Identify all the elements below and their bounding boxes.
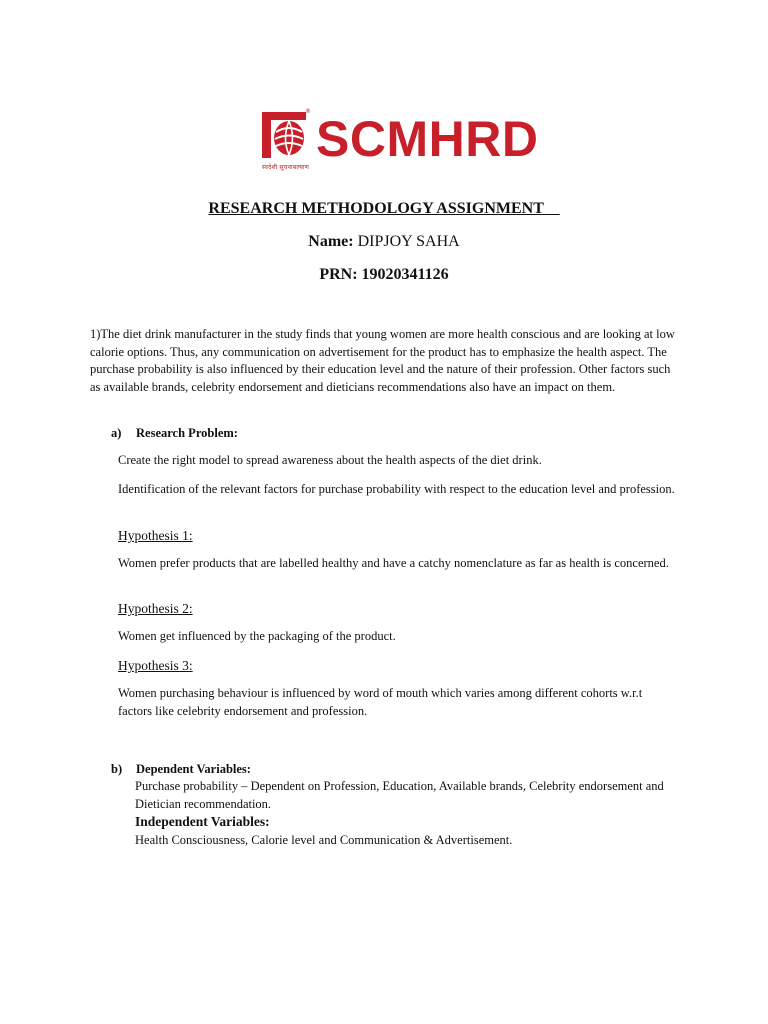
hypothesis-3-title: Hypothesis 3:: [118, 658, 193, 673]
hypothesis-2-text: Women get influenced by the packaging of the product.: [118, 629, 396, 643]
globe-emblem-icon: [262, 110, 308, 162]
title-text: RESEARCH METHODOLOGY ASSIGNMENT: [208, 200, 544, 217]
name-label: Name:: [308, 233, 354, 250]
research-problem-heading: Research Problem:: [136, 426, 238, 440]
dependent-variables-heading: Dependent Variables:: [136, 762, 251, 776]
independent-variables-text: Health Consciousness, Calorie level and Communication & Advertisement.: [135, 833, 513, 847]
document-title: [0, 199, 768, 219]
intro-paragraph: 1)The diet drink manufacturer in the study finds that young women are more health conscious and are looking at low calorie options. Thus, any communication on advertisement for the product has to emphasize the health aspect. The purchase probability is also influenced by their education level and the nature of their profession. Other factors such as available brands, celebrity endorsement and dieticians recommendations also have an impact on them.: [90, 327, 675, 394]
section-a-heading: [111, 424, 238, 442]
research-problem-2: Identification of the relevant factors for purchase probability with respect to the education level and profession.: [118, 482, 675, 496]
hypothesis-2-title: Hypothesis 2:: [118, 601, 193, 616]
hypothesis-1-title: Hypothesis 1:: [118, 528, 193, 543]
section-b-heading: [111, 760, 251, 778]
dependent-variables-text: Purchase probability – Dependent on Profession, Education, Available brands, Celebrity endorsement and Dietician recommendation.: [135, 779, 664, 811]
prn-line: [0, 264, 768, 286]
registered-mark: ®: [305, 108, 311, 115]
research-problem-1: Create the right model to spread awareness about the health aspects of the diet drink.: [118, 453, 542, 467]
name-value: DIPJOY SAHA: [357, 233, 460, 250]
section-a-label: a): [111, 426, 122, 440]
logo-tagline: स्वदेशी सूचनाबल्याण: [262, 164, 310, 171]
name-line: [0, 231, 768, 253]
section-b-label: b): [111, 762, 123, 776]
scmhrd-logo: [262, 110, 552, 172]
hypothesis-3-text: Women purchasing behaviour is influenced by word of mouth which varies among different cohorts w.r.t factors like celebrity endorsement and profession.: [118, 686, 643, 718]
hypothesis-1-text: Women prefer products that are labelled healthy and have a catchy nomenclature as far as health is concerned.: [118, 556, 669, 570]
prn-label: PRN:: [319, 266, 358, 283]
prn-value: 19020341126: [361, 266, 449, 283]
independent-variables-heading: Independent Variables:: [135, 814, 270, 829]
logo-wordmark: SCMHRD: [316, 111, 539, 167]
